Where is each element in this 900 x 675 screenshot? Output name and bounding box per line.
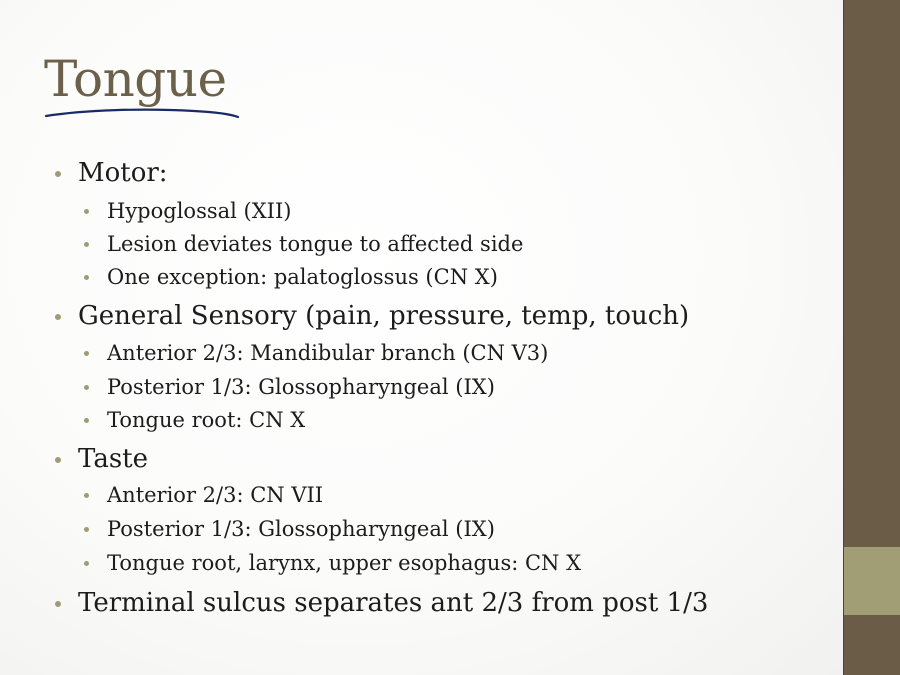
bullet-dot xyxy=(84,209,89,214)
bullet-dot xyxy=(84,351,89,356)
sub-bullet-text: Lesion deviates tongue to affected side xyxy=(107,232,524,256)
bullet-dot xyxy=(55,171,61,177)
bullet-text: Terminal sulcus separates ant 2/3 from post 1/3 xyxy=(78,588,709,618)
sub-bullet-item xyxy=(107,406,305,434)
theme-sidebar-accent xyxy=(844,547,900,615)
sub-bullet-item xyxy=(107,481,323,509)
sub-bullet-text: Anterior 2/3: CN VII xyxy=(107,483,324,507)
sub-bullet-item xyxy=(107,263,498,291)
sub-bullet-item xyxy=(107,549,581,577)
bullet-item xyxy=(78,587,708,619)
slide-title: Tongue xyxy=(44,50,227,108)
bullet-dot xyxy=(84,385,89,390)
bullet-dot xyxy=(84,561,89,566)
bullet-text: Taste xyxy=(78,444,149,474)
bullet-dot xyxy=(55,314,61,320)
bullet-text: General Sensory (pain, pressure, temp, touch) xyxy=(78,301,690,331)
bullet-dot xyxy=(84,275,89,280)
bullet-item xyxy=(78,300,689,332)
sub-bullet-text: Posterior 1/3: Glossopharyngeal (IX) xyxy=(107,517,495,541)
sub-bullet-item xyxy=(107,230,523,258)
sub-bullet-text: Tongue root: CN X xyxy=(107,408,306,432)
bullet-dot xyxy=(84,493,89,498)
sub-bullet-text: Tongue root, larynx, upper esophagus: CN X xyxy=(107,551,582,575)
bullet-dot xyxy=(84,242,89,247)
bullet-item xyxy=(78,157,168,189)
sub-bullet-text: Anterior 2/3: Mandibular branch (CN V3) xyxy=(107,341,549,365)
bullet-dot xyxy=(55,601,61,607)
sub-bullet-item xyxy=(107,197,291,225)
bullet-dot xyxy=(55,457,61,463)
bullet-dot xyxy=(84,418,89,423)
sub-bullet-text: One exception: palatoglossus (CN X) xyxy=(107,265,498,289)
bullet-item xyxy=(78,443,148,475)
bullet-text: Motor: xyxy=(78,158,168,188)
sub-bullet-item xyxy=(107,515,495,543)
sub-bullet-text: Hypoglossal (XII) xyxy=(107,199,292,223)
sub-bullet-text: Posterior 1/3: Glossopharyngeal (IX) xyxy=(107,375,495,399)
bullet-dot xyxy=(84,527,89,532)
sub-bullet-item xyxy=(107,339,548,367)
sub-bullet-item xyxy=(107,373,495,401)
